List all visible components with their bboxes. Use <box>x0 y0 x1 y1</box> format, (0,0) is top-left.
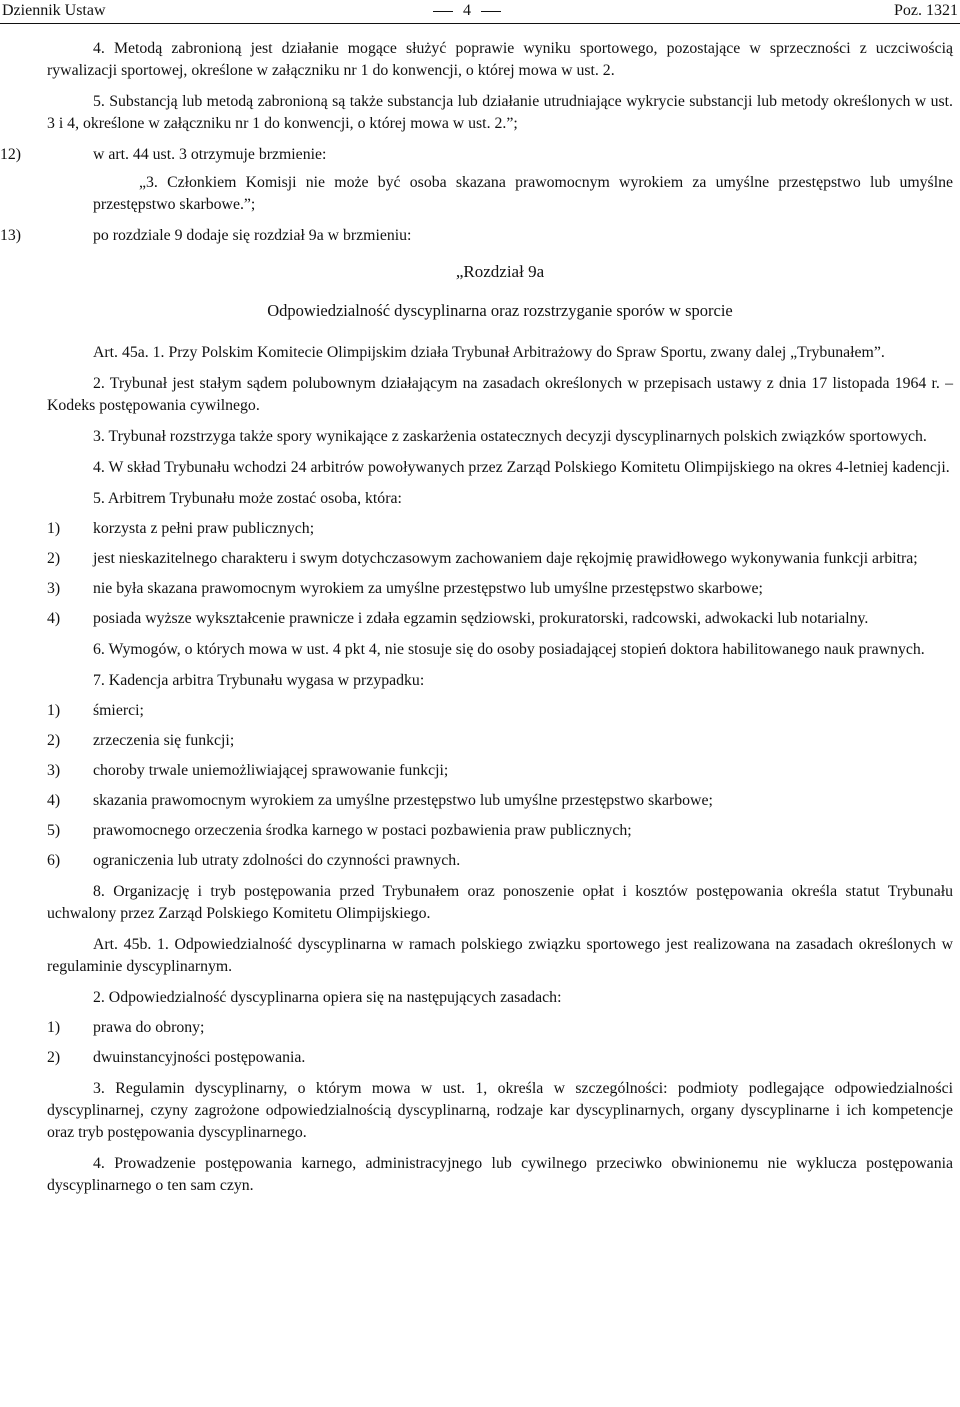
list-item-text: prawomocnego orzeczenia środka karnego w postaci pozbawienia praw publicznych; <box>93 822 632 839</box>
list-item-number: 6) <box>47 852 61 869</box>
list-item-number: 2) <box>47 1049 61 1066</box>
list-item-text: skazania prawomocnym wyrokiem za umyślne przestępstwo lub umyślne przestępstwo skarbowe; <box>93 792 713 809</box>
art-45b-1: Art. 45b. 1. Odpowiedzialność dyscyplinarna w ramach polskiego związku sportowego jest realizowana na zasadach określonych w regulaminie dyscyplinarnym. <box>47 936 953 975</box>
list-item <box>47 820 953 842</box>
art-45b-4: 4. Prowadzenie postępowania karnego, administracyjnego lub cywilnego przeciwko obwinionemu nie wyklucza postępowania dyscyplinarnego o ten sam czyn. <box>47 1155 953 1194</box>
art-45a-7: 7. Kadencja arbitra Trybunału wygasa w przypadku: <box>93 672 425 689</box>
list-item-number: 5) <box>47 822 61 839</box>
list-item-text: choroby trwale uniemożliwiającej sprawowanie funkcji; <box>93 762 449 779</box>
chapter-heading: „Rozdział 9a <box>455 262 545 281</box>
document-body <box>0 38 953 1197</box>
section-12 <box>0 144 953 166</box>
page-header <box>0 0 960 22</box>
section-13-text: po rozdziale 9 dodaje się rozdział 9a w brzmieniu: <box>93 227 412 244</box>
art-45b-2: 2. Odpowiedzialność dyscyplinarna opiera się na następujących zasadach: <box>93 989 562 1006</box>
art-45b-3: 3. Regulamin dyscyplinarny, o którym mowa w ust. 1, określa w szczególności: podmioty podlegające odpowiedzialności dyscyplinarnej, czyny zagrożone odpowiedzialnością dyscyplinarną, rodzaje kar dyscyplinarnych, organy dyscyplinarne i ich kompetencje oraz tryb postępowania dyscyplinarnego. <box>47 1080 953 1141</box>
journal-name: Dziennik Ustaw <box>2 2 106 19</box>
list-item-number: 1) <box>47 702 61 719</box>
section-12-number: 12) <box>0 146 22 163</box>
list-item-number: 4) <box>47 610 61 627</box>
art-45a-4: 4. W skład Trybunału wchodzi 24 arbitrów powoływanych przez Zarząd Polskiego Komitetu Olimpijskiego na okres 4-letniej kadencji. <box>93 459 950 476</box>
section-13 <box>0 225 953 247</box>
list-item <box>47 578 953 600</box>
list-item <box>47 730 953 752</box>
list-item-text: posiada wyższe wykształcenie prawnicze i zdała egzamin sędziowski, prokuratorski, radcowski, adwokacki lub notarialny. <box>93 610 869 627</box>
section-12-text: w art. 44 ust. 3 otrzymuje brzmienie: <box>93 146 327 163</box>
list-item-number: 1) <box>47 520 61 537</box>
list-item <box>47 760 953 782</box>
header-dash-right <box>481 11 501 12</box>
list-item-number: 1) <box>47 1019 61 1036</box>
art-45b-2-list <box>47 1017 953 1069</box>
list-item-number: 3) <box>47 580 61 597</box>
list-item <box>47 850 953 872</box>
art-45a-8: 8. Organizację i tryb postępowania przed Trybunałem oraz ponoszenie opłat i kosztów postępowania określa statut Trybunału uchwalony przez Zarząd Polskiego Komitetu Olimpijskiego. <box>47 883 953 922</box>
list-item-text: ograniczenia lub utraty zdolności do czynności prawnych. <box>93 852 461 869</box>
art-45a-3: 3. Trybunał rozstrzyga także spory wynikające z zaskarżenia ostatecznych decyzji dyscyplinarnych polskich związków sportowych. <box>93 428 927 445</box>
chapter-title: Odpowiedzialność dyscyplinarna oraz rozstrzyganie sporów w sporcie <box>267 301 733 320</box>
list-item-text: dwuinstancyjności postępowania. <box>93 1049 306 1066</box>
list-item-text: śmierci; <box>93 702 144 719</box>
list-item-number: 2) <box>47 550 61 567</box>
quote-paragraph: „3. Członkiem Komisji nie może być osoba skazana prawomocnym wyrokiem za umyślne przestępstwo lub umyślne przestępstwo skarbowe.”; <box>93 174 953 213</box>
list-item <box>47 1017 953 1039</box>
page-number: 4 <box>463 2 471 19</box>
art-45a-2: 2. Trybunał jest stałym sądem polubownym działającym na zasadach określonych w przepisach ustawy z dnia 17 listopada 1964 r. – Kodeks postępowania cywilnego. <box>47 375 953 414</box>
list-item-number: 4) <box>47 792 61 809</box>
header-dash-left <box>433 11 453 12</box>
art-45a-5: 5. Arbitrem Trybunału może zostać osoba, która: <box>93 490 402 507</box>
list-item-text: korzysta z pełni praw publicznych; <box>93 520 315 537</box>
list-item-text: prawa do obrony; <box>93 1019 205 1036</box>
art-45a-1: Art. 45a. 1. Przy Polskim Komitecie Olimpijskim działa Trybunał Arbitrażowy do Spraw Sportu, zwany dalej „Trybunałem”. <box>93 344 885 361</box>
list-item <box>47 548 953 570</box>
section-13-number: 13) <box>0 227 22 244</box>
list-item-number: 2) <box>47 732 61 749</box>
art-45a-6: 6. Wymogów, o których mowa w ust. 4 pkt 4, nie stosuje się do osoby posiadającej stopień doktora habilitowanego nauk prawnych. <box>93 641 925 658</box>
list-item <box>47 608 953 630</box>
art-45a-5-list <box>47 518 953 630</box>
list-item-text: zrzeczenia się funkcji; <box>93 732 235 749</box>
art-45a-7-list <box>47 700 953 872</box>
list-item <box>47 790 953 812</box>
list-item <box>47 700 953 722</box>
list-item-text: jest nieskazitelnego charakteru i swym dotychczasowym zachowaniem daje rękojmię prawidłowego wykonywania funkcji arbitra; <box>93 550 918 567</box>
section-12-quote <box>47 172 953 216</box>
list-item <box>47 1047 953 1069</box>
list-item-number: 3) <box>47 762 61 779</box>
header-rule <box>0 23 960 24</box>
position-number: Poz. 1321 <box>894 2 958 19</box>
paragraph-4: 4. Metodą zabronioną jest działanie mogące służyć poprawie wyniku sportowego, pozostające w sprzeczności z uczciwością rywalizacji sportowej, określone w załączniku nr 1 do konwencji, o której mowa w ust. 2. <box>47 40 953 79</box>
paragraph-5: 5. Substancją lub metodą zabronioną są także substancja lub działanie utrudniające wykrycie substancji lub metody określonych w ust. 3 i 4, określone w załączniku nr 1 do konwencji, o której mowa w ust. 2.”; <box>47 93 953 132</box>
list-item-text: nie była skazana prawomocnym wyrokiem za umyślne przestępstwo lub umyślne przestępstwo skarbowe; <box>93 580 763 597</box>
list-item <box>47 518 953 540</box>
